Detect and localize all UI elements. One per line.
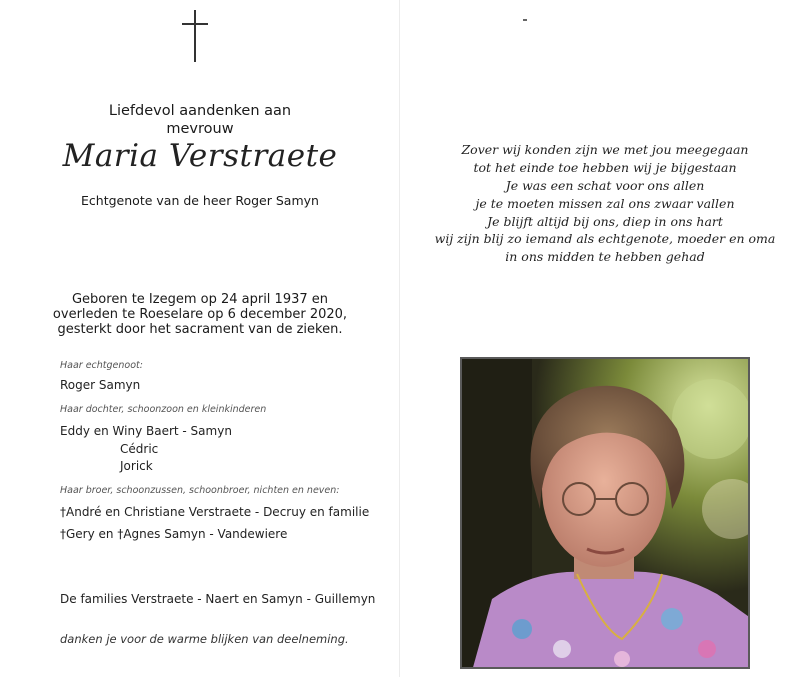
intro-line-1: Liefdevol aandenken aan [108,103,292,119]
children-line-1: Eddy en Winy Baert - Samyn [60,424,232,438]
children-label: Haar dochter, schoonzoon en kleinkinderen [60,404,267,415]
grandchild-1: Cédric [120,442,159,456]
spouse-line: Echtgenote van de heer Roger Samyn [81,193,319,208]
card-fold-line [399,0,400,677]
birth-line-1: Geboren te Izegem op 24 april 1937 en [71,292,329,307]
poem-line-7: in ons midden te hebben gehad [505,249,705,264]
intro-line-2: mevrouw [166,121,234,137]
siblings-label: Haar broer, schoonzussen, schoonbroer, nichten en neven: [60,485,340,496]
print-mark [523,19,527,21]
poem-line-2: tot het einde toe hebben wij je bijgestaan [473,160,737,175]
poem-line-5: Je blijft altijd bij ons, diep in ons hart [487,214,723,229]
poem-line-3: Je was een schat voor ons allen [505,178,705,193]
deceased-name: Maria Verstraete [62,138,338,174]
thanks-line: danken je voor de warme blijken van deelneming. [60,632,349,646]
poem-line-4: je te moeten missen zal ons zwaar vallen [475,196,735,211]
birth-line-3: gesterkt door het sacrament van de zieken. [57,322,343,337]
husband-label: Haar echtgenoot: [60,360,143,371]
husband-name: Roger Samyn [60,378,141,392]
portrait-photo [460,357,750,669]
poem-line-1: Zover wij konden zijn we met jou meegegaan [461,142,749,157]
cross-icon [182,10,208,62]
poem-line-6: wij zijn blij zo iemand als echtgenote, moeder en oma [434,231,776,246]
grandchild-2: Jorick [120,459,153,473]
siblings-line-1: †André en Christiane Verstraete - Decruy en familie [60,505,370,519]
siblings-line-2: †Gery en †Agnes Samyn - Vandewiere [60,527,288,541]
families-line: De families Verstraete - Naert en Samyn - Guillemyn [60,592,376,606]
birth-line-2: overleden te Roeselare op 6 december 2020, [52,307,348,322]
